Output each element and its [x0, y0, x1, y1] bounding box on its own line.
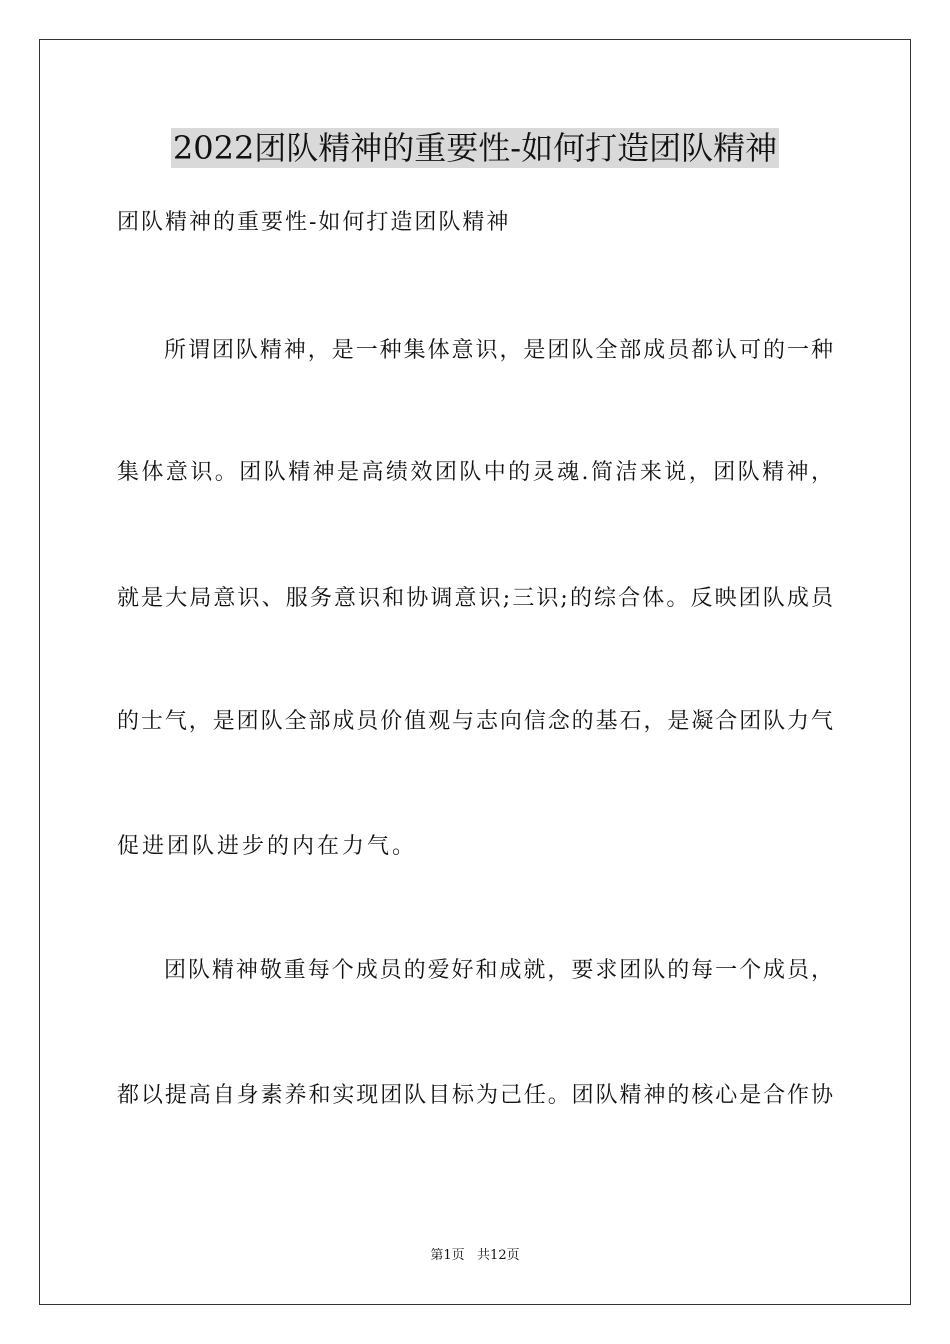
paragraph-line: 所谓团队精神，是一种集体意识，是团队全部成员都认可的一种	[164, 338, 833, 363]
document-title: 2022团队精神的重要性-如何打造团队精神	[172, 129, 778, 167]
paragraph-line: 的士气，是团队全部成员价值观与志向信念的基石，是凝合团队力气	[117, 709, 833, 734]
paragraph-line: 就是大局意识、服务意识和协调意识;三识;的综合体。反映团队成员	[117, 586, 833, 611]
paragraph-line: 促进团队进步的内在力气。	[117, 834, 418, 859]
page-footer: 第1页 共12页	[430, 1248, 520, 1263]
paragraph-line: 团队精神敬重每个成员的爱好和成就，要求团队的每一个成员，	[164, 958, 833, 983]
title-container	[0, 128, 950, 168]
paragraph-line: 都以提高自身素养和实现团队目标为己任。团队精神的核心是合作协	[117, 1083, 833, 1108]
paragraph-line: 集体意识。团队精神是高绩效团队中的灵魂.简洁来说，团队精神，	[117, 460, 833, 485]
document-subtitle: 团队精神的重要性-如何打造团队精神	[117, 210, 511, 235]
